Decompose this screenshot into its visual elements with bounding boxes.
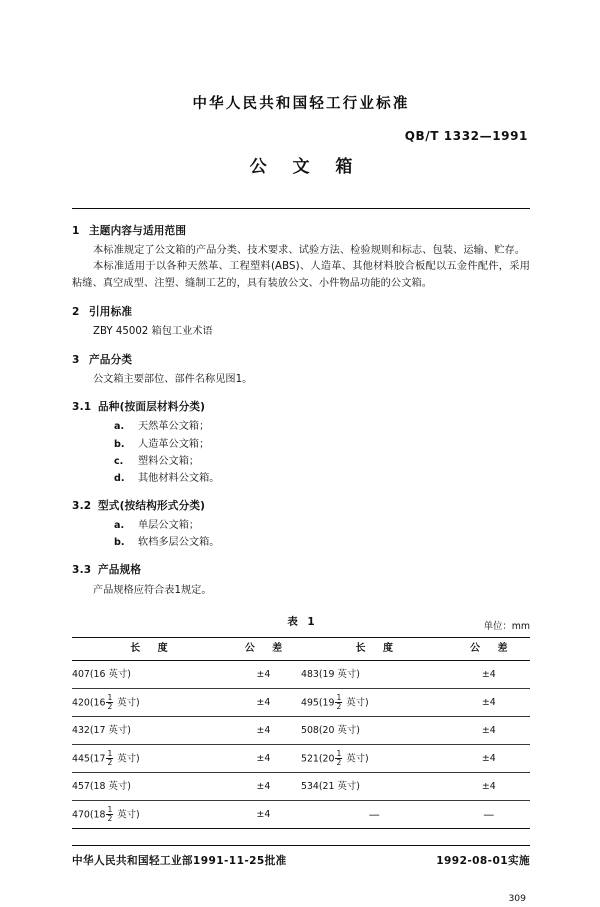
cell-length-right (301, 717, 448, 745)
cell-tolerance-left: ±4 (226, 745, 301, 773)
section-title-3-1: 品种(按面层材料分类) (98, 401, 206, 414)
cell-tolerance-right: ±4 (448, 745, 530, 773)
cell-length-left (72, 773, 226, 801)
section-heading-3 (72, 352, 530, 369)
cell-tolerance-right: ±4 (448, 717, 530, 745)
section-3-3-intro: 产品规格应符合表1规定。 (93, 584, 212, 596)
cell-tolerance-right: ±4 (448, 773, 530, 801)
length-value: 420(16 (72, 697, 106, 709)
length-value: 457(18 (72, 780, 106, 792)
list-item (72, 453, 530, 470)
length-value: 432(17 (72, 724, 106, 736)
table-header-row (72, 638, 530, 661)
fraction-one-half: $\frac{1}{2}$ (107, 693, 113, 711)
cell-length-left (72, 745, 226, 773)
length-value: 445(17 (72, 753, 106, 765)
standard-number-row (72, 125, 530, 144)
cell-length-right-empty (301, 801, 448, 829)
section-title-3-3: 产品规格 (98, 564, 142, 577)
cell-tolerance-left: ±4 (226, 661, 301, 689)
page-number: 309 (508, 893, 526, 905)
length-value: 495(19 (300, 697, 335, 709)
list-item-text: 塑料公文箱； (138, 455, 200, 467)
section-3-1-item-list (72, 418, 530, 487)
column-header-tolerance-right: 公 差 (448, 638, 530, 661)
table-unit-label: 单位：mm (483, 620, 530, 632)
inch-suffix: 英寸) (114, 809, 140, 821)
section-title-2: 引用标准 (89, 306, 133, 319)
inch-suffix: 英寸) (334, 724, 360, 736)
list-item-text: 人造革公文箱； (138, 438, 210, 450)
column-header-tolerance-left: 公 差 (226, 638, 301, 661)
cell-length-right (301, 745, 448, 773)
length-value: 470(18 (72, 809, 106, 821)
section-3-intro: 公文箱主要部位、部件名称见图1。 (93, 373, 253, 385)
document-body (72, 223, 530, 907)
cell-length-left (72, 689, 226, 717)
cell-tolerance-left: ±4 (226, 689, 301, 717)
cell-tolerance-right-empty (448, 801, 530, 829)
inch-suffix: 英寸) (114, 753, 140, 765)
length-value: 534(21 (300, 780, 335, 792)
issuing-organization: 中华人民共和国轻工行业标准 (192, 96, 410, 112)
cell-tolerance-left: ±4 (226, 717, 301, 745)
length-value: 483(19 (300, 668, 335, 680)
table-row (72, 801, 530, 829)
specification-table (72, 637, 530, 829)
inch-suffix: 英寸) (334, 780, 360, 792)
table-header (72, 638, 530, 661)
section-title-3-2: 型式(按结构形式分类) (98, 500, 206, 513)
section-number-1: 1 (72, 225, 80, 238)
approval-statement: 中华人民共和国轻工业部1991-11-25批准 (72, 855, 287, 868)
cell-length-right (301, 661, 448, 689)
section-number-3: 3 (72, 353, 80, 366)
fraction-one-half: $\frac{1}{2}$ (336, 693, 342, 711)
section-heading-2 (72, 304, 530, 321)
section-number-3-1: 3.1 (72, 401, 92, 414)
document-title: 公 文 箱 (249, 157, 363, 178)
inch-suffix: 英寸) (343, 753, 369, 765)
inch-suffix: 英寸) (105, 668, 131, 680)
list-item (72, 517, 530, 534)
column-header-length-right: 长 度 (301, 638, 448, 661)
cell-length-left (72, 717, 226, 745)
section-1-paragraph-2: 本标准适用于以各种天然革、工程塑料(ABS)、人造革、其他材料胶合板配以五金件配件，采用粘缝、真空成型、注塑、缝制工艺的，具有装放公文、小件物品功能的公文箱。 (72, 261, 530, 290)
inch-suffix: 英寸) (334, 668, 360, 680)
section-heading-1 (72, 223, 530, 240)
section-heading-3-2 (72, 498, 530, 515)
empty-dash: — (483, 807, 495, 821)
header-divider (72, 208, 530, 209)
section-number-3-2: 3.2 (72, 500, 92, 513)
table-row (72, 717, 530, 745)
footer-divider (72, 845, 530, 846)
list-item-text: 单层公文箱； (138, 520, 200, 532)
inch-suffix: 英寸) (114, 697, 140, 709)
list-item (72, 436, 530, 453)
fraction-one-half: $\frac{1}{2}$ (336, 749, 342, 767)
list-item-marker: a. (114, 520, 125, 532)
inch-suffix: 英寸) (343, 697, 369, 709)
section-3-2-item-list (72, 517, 530, 551)
list-item-marker: d. (114, 472, 125, 484)
cell-length-left (72, 801, 226, 829)
fraction-one-half: $\frac{1}{2}$ (107, 749, 113, 767)
section-heading-3-3 (72, 562, 530, 579)
list-item-marker: a. (114, 421, 125, 433)
list-item-marker: c. (114, 455, 124, 467)
inch-suffix: 英寸) (105, 724, 131, 736)
table-row (72, 661, 530, 689)
footer (72, 853, 530, 870)
section-number-3-3: 3.3 (72, 564, 92, 577)
table-row (72, 689, 530, 717)
fraction-one-half: $\frac{1}{2}$ (107, 805, 113, 823)
length-value: 508(20 (300, 724, 335, 736)
section-title-1: 主题内容与适用范围 (89, 225, 187, 238)
standard-number: QB/T 1332—1991 (404, 129, 528, 144)
cell-length-left (72, 661, 226, 689)
section-heading-3-1 (72, 399, 530, 416)
length-value: 521(20 (300, 753, 335, 765)
implementation-date: 1992-08-01实施 (436, 855, 530, 868)
table-caption: 表 1 (287, 615, 318, 628)
list-item (72, 534, 530, 551)
referenced-standard: ZBY 45002 箱包工业术语 (93, 326, 213, 338)
list-item-marker: b. (114, 537, 125, 549)
table-row (72, 745, 530, 773)
length-value: 407(16 (72, 668, 106, 680)
cell-tolerance-left: ±4 (226, 801, 301, 829)
inch-suffix: 英寸) (105, 780, 131, 792)
section-number-2: 2 (72, 306, 80, 319)
table-body (72, 661, 530, 829)
list-item (72, 418, 530, 435)
section-1-paragraph-1: 本标准规定了公文箱的产品分类、技术要求、试验方法、检验规则和标志、包装、运输、贮存。 (93, 244, 526, 256)
list-item (72, 470, 530, 487)
list-item-text: 其他材料公文箱。 (138, 472, 220, 484)
section-title-3: 产品分类 (89, 353, 133, 366)
cell-tolerance-left: ±4 (226, 773, 301, 801)
document-header (72, 96, 530, 113)
empty-dash: — (368, 807, 380, 821)
cell-length-right (301, 689, 448, 717)
table-row (72, 773, 530, 801)
cell-length-right (301, 773, 448, 801)
list-item-text: 软档多层公文箱。 (138, 537, 220, 549)
list-item-text: 天然革公文箱； (138, 421, 210, 433)
cell-tolerance-right: ±4 (448, 661, 530, 689)
page-content (72, 0, 530, 907)
specification-table-block (72, 614, 530, 829)
cell-tolerance-right: ±4 (448, 689, 530, 717)
column-header-length-left: 长 度 (72, 638, 226, 661)
list-item-marker: b. (114, 438, 125, 450)
